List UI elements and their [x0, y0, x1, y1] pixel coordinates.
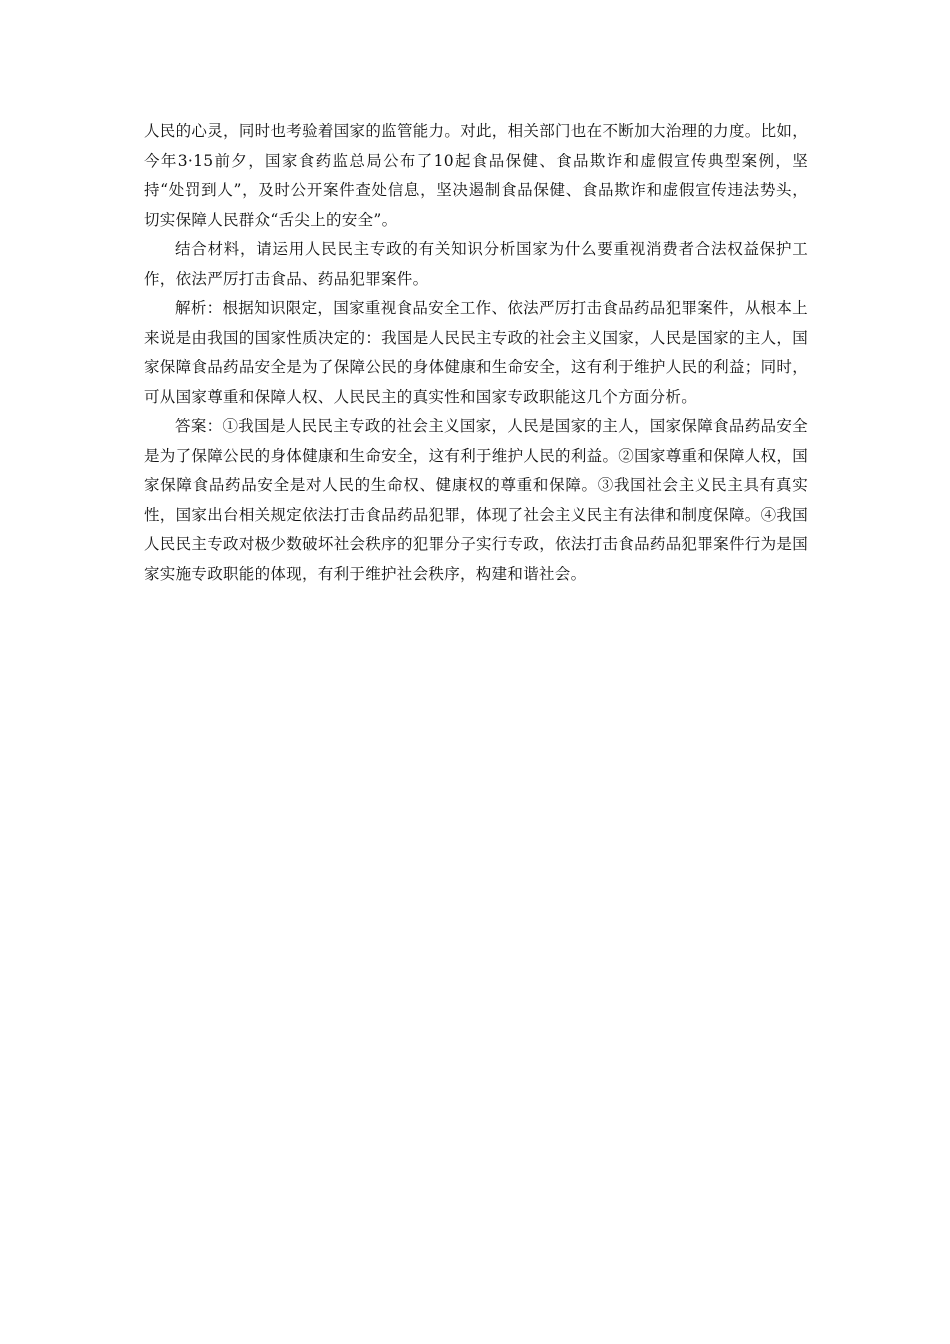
answer-paragraph: 答案：①我国是人民民主专政的社会主义国家，人民是国家的主人，国家保障食品药品安全是为了保障公民的身体健康和生命安全，这有利于维护人民的利益。②国家尊重和保障人权，国家保障食品药品安全是对人民的生命权、健康权的尊重和保障。③我国社会主义民主具有真实性，国家出台相关规定依法打击食品药品犯罪，体现了社会主义民主有法律和制度保障。④我国人民民主专政对极少数破坏社会秩序的犯罪分子实行专政，依法打击食品药品犯罪案件行为是国家实施专政职能的体现，有利于维护社会秩序，构建和谐社会。: [144, 417, 808, 583]
question-paragraph: 结合材料，请运用人民民主专政的有关知识分析国家为什么要重视消费者合法权益保护工作，依法严厉打击食品、药品犯罪案件。: [144, 240, 808, 288]
document-body: [144, 117, 808, 589]
material-continuation-paragraph: 人民的心灵，同时也考验着国家的监管能力。对此，相关部门也在不断加大治理的力度。比如，今年3·15前夕，国家食药监总局公布了10起食品保健、食品欺诈和虚假宣传典型案例，坚持“处罚到人”，及时公开案件查处信息，坚决遏制食品保健、食品欺诈和虚假宣传违法势头，切实保障人民群众“舌尖上的安全”。: [144, 122, 808, 229]
analysis-paragraph: 解析：根据知识限定，国家重视食品安全工作、依法严厉打击食品药品犯罪案件，从根本上来说是由我国的国家性质决定的：我国是人民民主专政的社会主义国家，人民是国家的主人，国家保障食品药品安全是为了保障公民的身体健康和生命安全，这有利于维护人民的利益；同时，可从国家尊重和保障人权、人民民主的真实性和国家专政职能这几个方面分析。: [144, 299, 808, 406]
